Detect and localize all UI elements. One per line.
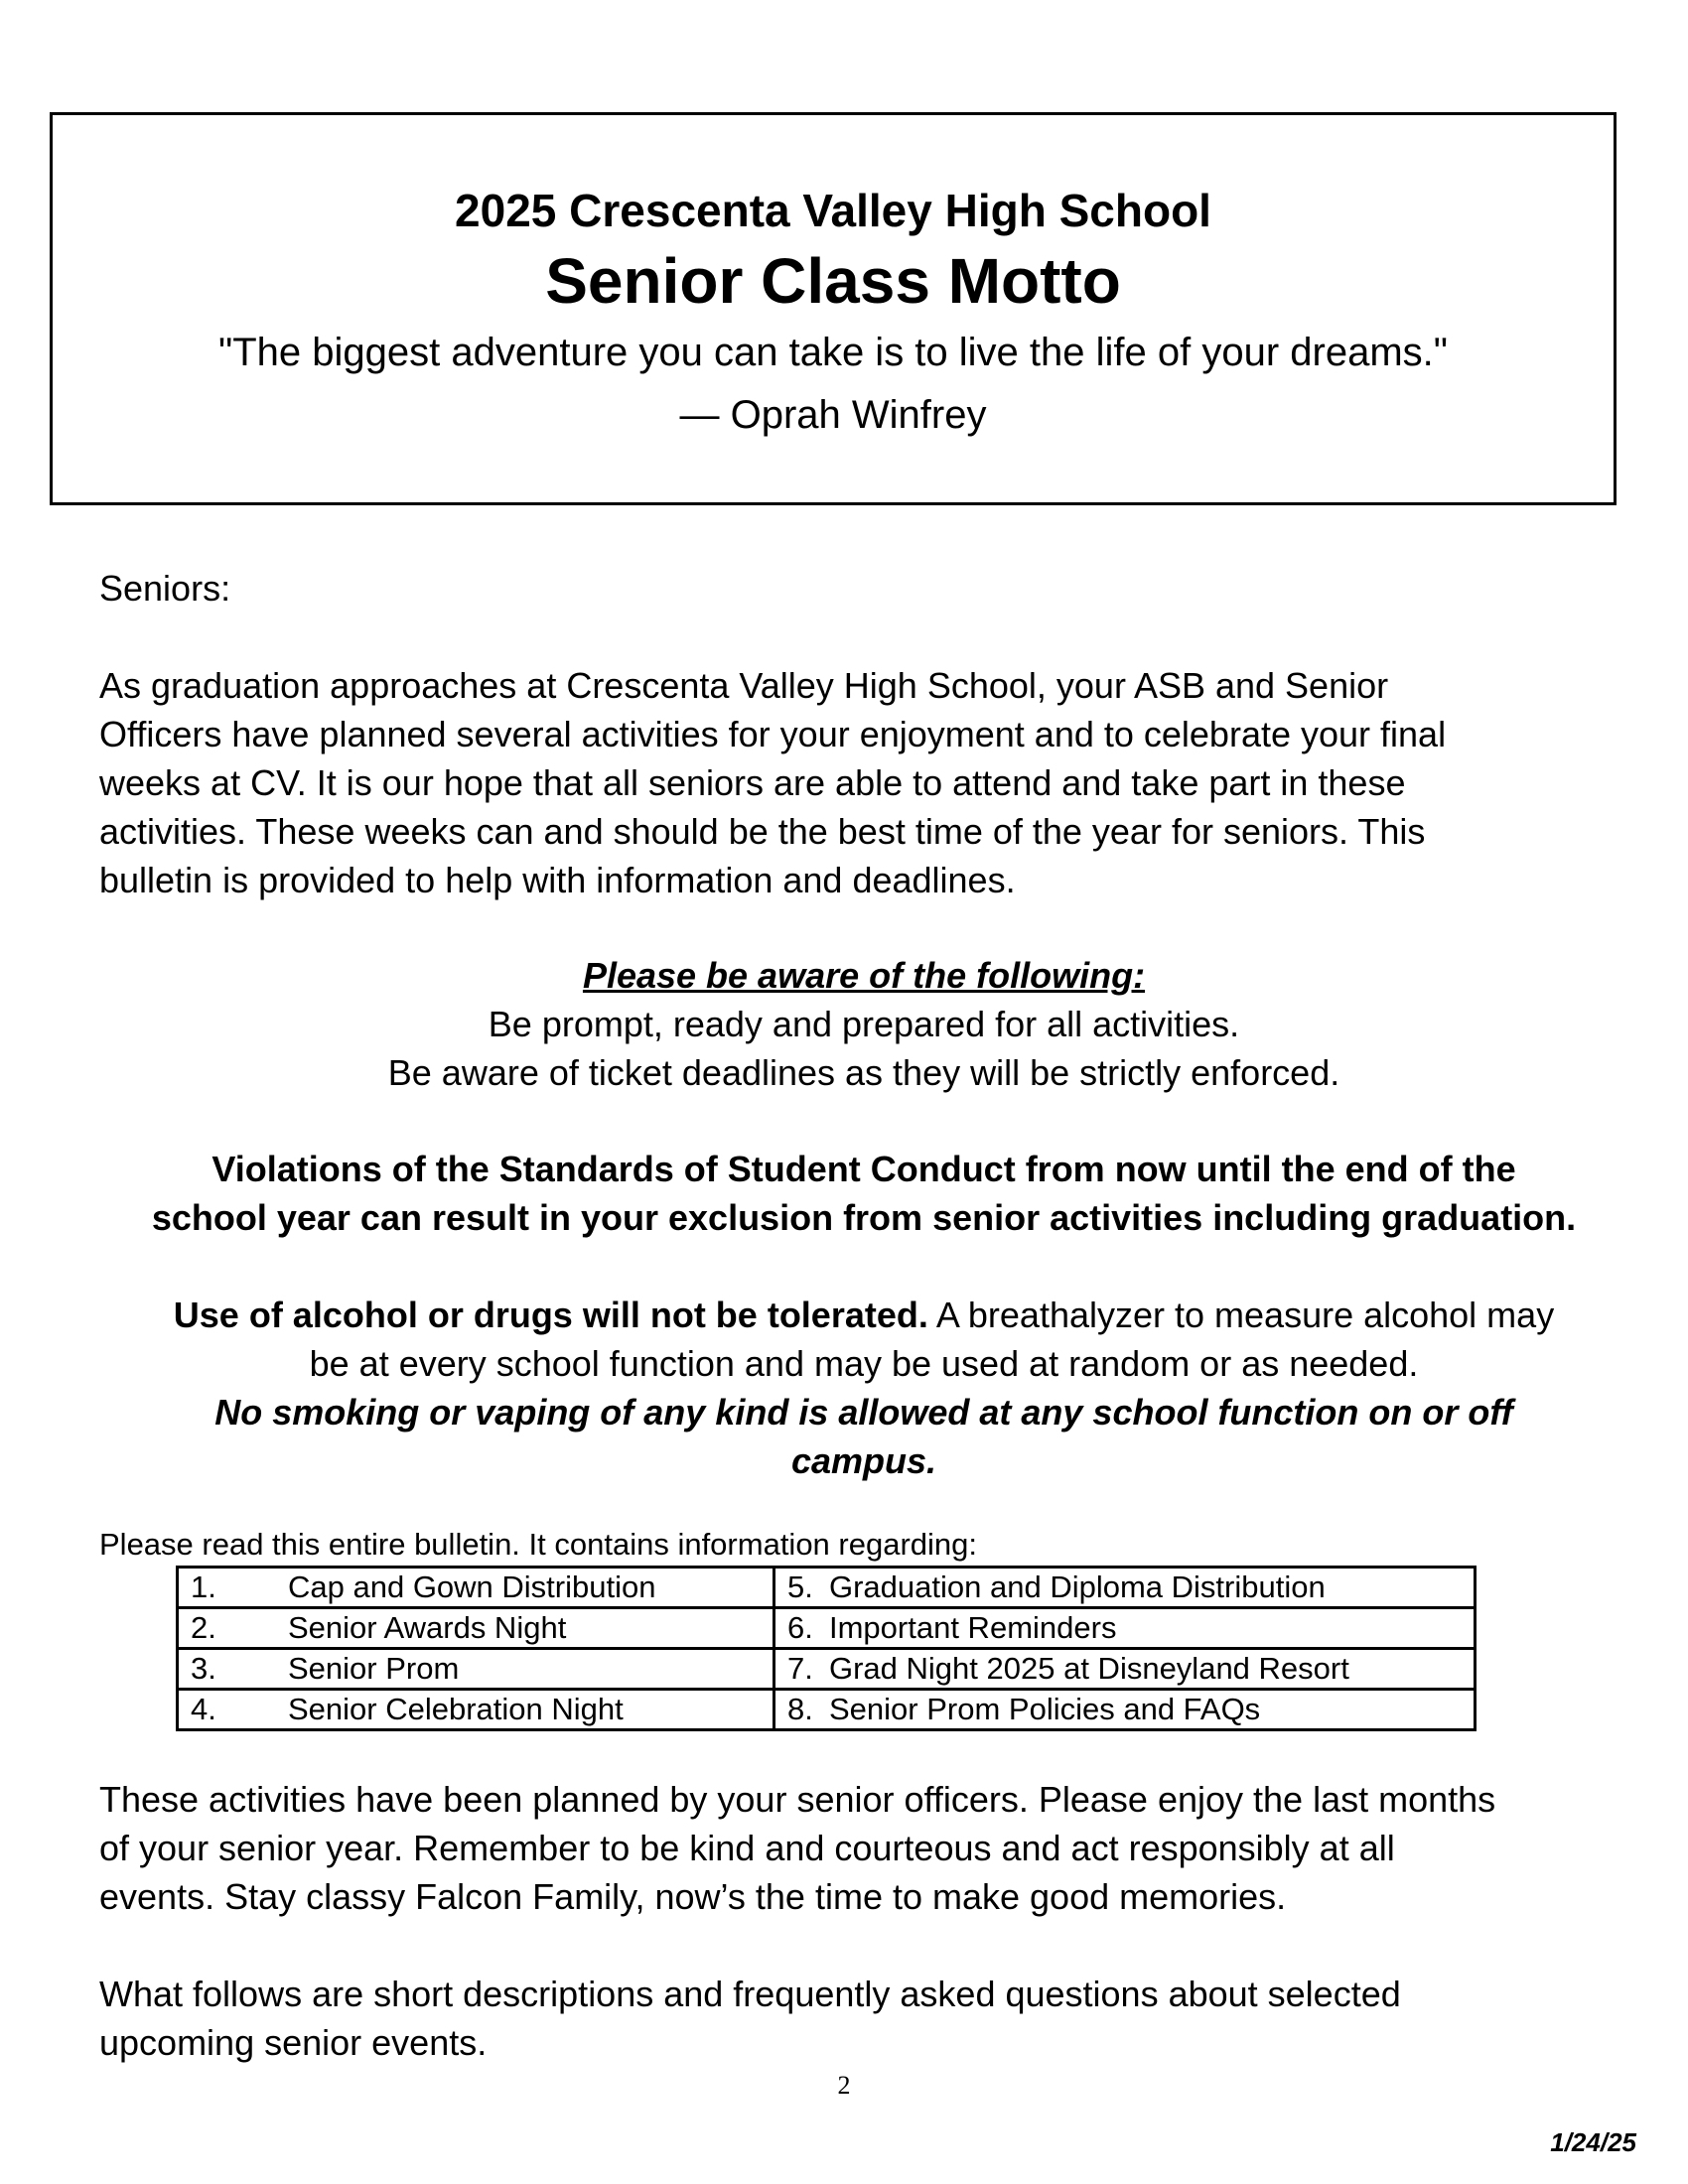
motto-heading: Senior Class Motto [545,245,1121,317]
closing-line: of your senior year. Remember to be kind and courteous and act responsibly at all [99,1828,1395,1868]
closing-line: events. Stay classy Falcon Family, now’s the time to make good memories. [99,1876,1287,1917]
alcohol-line-2: be at every school function and may be used at random or as needed. [309,1343,1419,1384]
table-row [178,1649,1476,1690]
alcohol-line [60,1291,1668,1339]
aware-line: Be prompt, ready and prepared for all activities. [488,1004,1240,1044]
alcohol-notice [60,1291,1668,1485]
table-cell: 5. Graduation and Diploma Distribution [774,1568,1476,1608]
aware-section [60,951,1668,1097]
table-row [178,1568,1476,1608]
motto-box [50,112,1617,505]
page-number: 2 [837,2071,851,2100]
table-cell: 4. Senior Celebration Night [178,1690,774,1730]
intro-line: bulletin is provided to help with information and deadlines. [99,860,1016,900]
alcohol-rest: A breathalyzer to measure alcohol may [927,1295,1555,1335]
motto-quote: "The biggest adventure you can take is to live the life of your dreams." [218,331,1448,374]
table-cell: 1. Cap and Gown Distribution [178,1568,774,1608]
salutation: Seniors: [99,568,231,609]
what-follows-line: upcoming senior events. [99,2022,488,2063]
table-cell: 7. Grad Night 2025 at Disneyland Resort [774,1649,1476,1690]
smoking-line: campus. [790,1440,937,1481]
closing-line: These activities have been planned by your senior officers. Please enjoy the last months [99,1779,1496,1820]
violations-notice [60,1145,1668,1242]
motto-attribution: — Oprah Winfrey [679,393,987,437]
what-follows-paragraph [99,1970,1628,2067]
violations-line: Violations of the Standards of Student Conduct from now until the end of the [211,1149,1516,1189]
revision-date: 1/24/25 [1550,2127,1636,2157]
closing-paragraph [99,1775,1628,1921]
aware-heading: Please be aware of the following: [582,955,1146,996]
intro-line: As graduation approaches at Crescenta Valley High School, your ASB and Senior [99,665,1389,706]
contents-table [176,1566,1477,1731]
intro-line: Officers have planned several activities for your enjoyment and to celebrate your final [99,714,1447,754]
table-cell: 2. Senior Awards Night [178,1608,774,1649]
intro-paragraph [99,661,1628,904]
table-cell: 6. Important Reminders [774,1608,1476,1649]
intro-line: weeks at CV. It is our hope that all seniors are able to attend and take part in these [99,762,1406,803]
what-follows-line: What follows are short descriptions and frequently asked questions about selected [99,1974,1401,2014]
table-cell: 3. Senior Prom [178,1649,774,1690]
school-title: 2025 Crescenta Valley High School [455,185,1211,236]
table-cell: 8. Senior Prom Policies and FAQs [774,1690,1476,1730]
table-row [178,1690,1476,1730]
toc-intro: Please read this entire bulletin. It contains information regarding: [99,1527,977,1562]
alcohol-bold: Use of alcohol or drugs will not be tolerated. [173,1295,928,1335]
smoking-line: No smoking or vaping of any kind is allowed at any school function on or off [214,1392,1513,1433]
violations-line: school year can result in your exclusion from senior activities including graduation. [151,1197,1577,1238]
table-row [178,1608,1476,1649]
aware-line: Be aware of ticket deadlines as they will be strictly enforced. [387,1052,1340,1093]
intro-line: activities. These weeks can and should be the best time of the year for seniors. This [99,811,1426,852]
